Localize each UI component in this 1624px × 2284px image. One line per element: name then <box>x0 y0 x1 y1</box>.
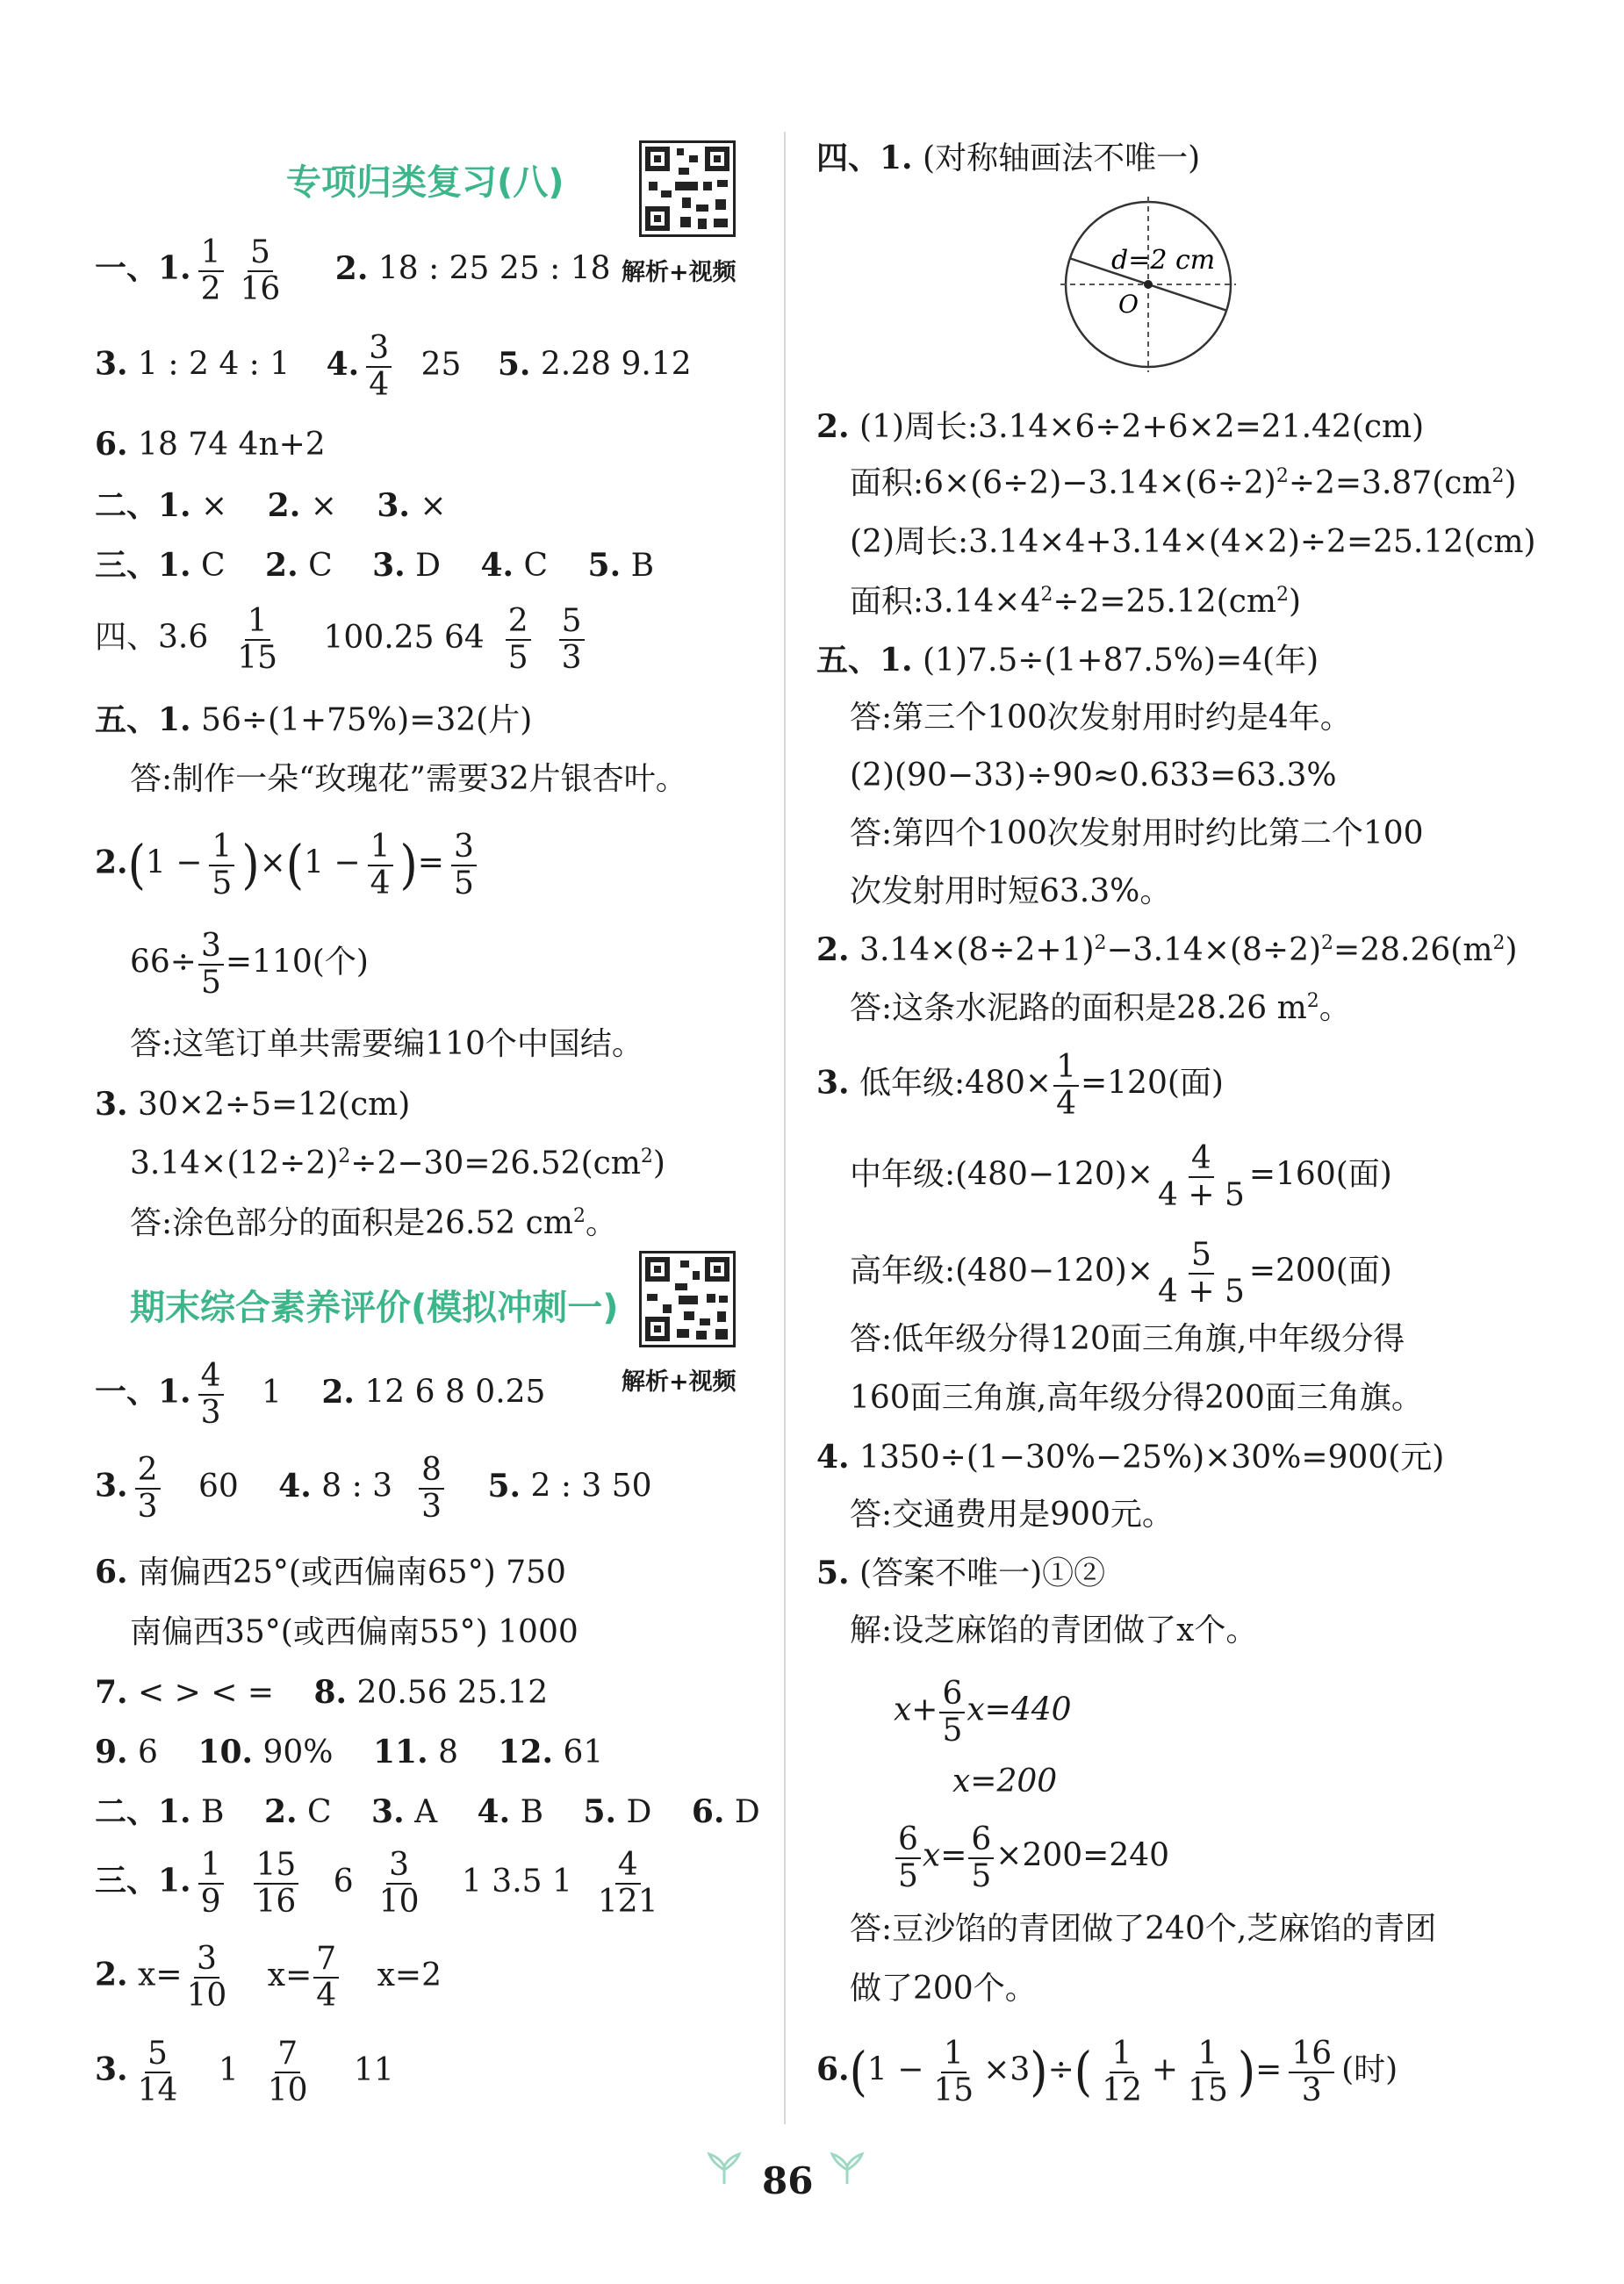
answer-line: 66÷ $\frac{3}{5}$ =110(个) <box>130 928 369 1001</box>
answer-line: 三、1. C 2. C 3. D 4. C 5. B <box>95 547 655 584</box>
answer-line: 答:这笔订单共需要编110个中国结。 <box>130 1026 643 1062</box>
fraction: $\frac{5}{3}$ <box>559 604 585 675</box>
fraction: $\frac{6}{5}$ <box>939 1677 965 1748</box>
fraction: $\frac{5}{14}$ <box>137 2036 178 2108</box>
answer-line: 答:制作一朵“玫瑰花”需要32片银杏叶。 <box>130 761 687 797</box>
answer-line: 答:交通费用是900元。 <box>850 1497 1174 1533</box>
equation-line: $\frac{6}{5}$ x= $\frac{6}{5}$ ×200=240 <box>894 1822 1169 1893</box>
fraction: $\frac{1}{4}$ <box>1053 1050 1079 1121</box>
fraction: $\frac{16}{3}$ <box>1289 2036 1334 2108</box>
qr-label: 解析+视频 <box>622 1368 737 1396</box>
answer-line: 四、3.6 $\frac{1}{15}$ 100.25 64 $\frac{2}{5}$ $\frac{5}{3}$ <box>95 604 592 675</box>
qr-label: 解析+视频 <box>622 259 737 286</box>
fraction: $\frac{7}{4}$ <box>313 1942 339 2013</box>
qr-code-pattern <box>642 1253 733 1345</box>
circle-diagram <box>1060 197 1236 372</box>
fraction: $\frac{4}{3}$ <box>198 1359 224 1430</box>
answer-line: 160面三角旗,高年级分得200面三角旗。 <box>850 1380 1423 1416</box>
fraction: $\frac{4}{121}$ <box>597 1847 658 1920</box>
section-title-final-eval-1: 期末综合素养评价(模拟冲刺一) <box>130 1288 619 1328</box>
answer-line: 6. 18 74 4n+2 <box>95 426 326 463</box>
page-number: 86 <box>762 2159 814 2202</box>
answer-line: $3.14\times(12\div 2)^2\div 2-30=26.52(cm^2)$ <box>130 1146 665 1182</box>
center-label: O <box>1118 290 1139 319</box>
question-number: 一、1. <box>95 249 191 287</box>
column-divider <box>784 132 786 2124</box>
fraction: $\frac{1}{15}$ <box>933 2036 974 2108</box>
qr-code-icon[interactable] <box>639 1251 736 1347</box>
fraction: $\frac{2}{5}$ <box>506 604 531 675</box>
answer-line <box>95 235 611 306</box>
answer-line: 一、1. $\frac{4}{3}$ 1 2. 12 6 8 0.25 <box>95 1358 546 1431</box>
answer-line: 3. 1 : 2 4 : 1 4. $\frac{3}{4}$ 25 5. 2.28 9.12 <box>95 330 692 403</box>
answer-line: 2.(1 − $\frac{1}{5}$ )×(1 − $\frac{1}{4}$ )= $\frac{3}{5}$ <box>95 830 484 901</box>
fraction: $\frac{1}{5}$ <box>209 830 234 901</box>
answer-line: 五、1. 56÷(1+75%)=32(片) <box>95 701 533 738</box>
leaf-decoration-icon <box>825 2151 869 2186</box>
fraction: $\frac{1}{15}$ <box>237 603 278 676</box>
equation-line: x+ $\frac{6}{5}$ x=440 <box>894 1676 1072 1749</box>
answer-line: 高年级:(480−120)× $\frac{5}{4 + 5}$ =200(面) <box>850 1237 1392 1310</box>
answer-line: 答:低年级分得120面三角旗,中年级分得 <box>850 1321 1405 1357</box>
answer-line: 答:涂色部分的面积是26.52 $cm^2$。 <box>130 1205 617 1241</box>
answer-line: 2. $3.14\times(8\div 2+1)^2-3.14\times(8\div 2)^2=28.26(m^2)$ <box>816 931 1518 968</box>
answer-line: 4. 1350÷(1−30%−25%)×30%=900(元) <box>816 1439 1445 1476</box>
fraction: $\frac{15}{16}$ <box>254 1848 299 1919</box>
fraction: $\frac{3}{5}$ <box>198 929 224 1000</box>
answer-line: 3. $\frac{5}{14}$ 1 $\frac{7}{10}$ 11 <box>95 2036 394 2108</box>
diameter-label: d=2 cm <box>1111 245 1216 276</box>
answer-line: 6.(1 − $\frac{1}{15}$ ×3)÷( $\frac{1}{12}$ + $\frac{1}{15}$ )= $\frac{16}{3}$ (时) <box>816 2036 1398 2108</box>
qr-code-icon[interactable] <box>639 140 736 237</box>
fraction: $\frac{5}{16}$ <box>240 234 281 307</box>
fraction: $\frac{1}{12}$ <box>1102 2036 1142 2108</box>
fraction: $\frac{6}{5}$ <box>968 1822 994 1893</box>
answer-line: 5. (答案不唯一)①② <box>816 1555 1106 1591</box>
answer-line: (2)(90−33)÷90≈0.633=63.3% <box>850 758 1337 794</box>
answer-line: 3. 低年级:480× $\frac{1}{4}$ =120(面) <box>816 1049 1224 1122</box>
answer-line: 二、1. B 2. C 3. A 4. B 5. D 6. D <box>95 1793 760 1830</box>
answer-line: 9. 6 10. 90% 11. 8 12. 61 <box>95 1734 604 1770</box>
fraction: $\frac{4}{4 + 5}$ <box>1157 1140 1245 1213</box>
answer-line: 面积$:6\times(6\div 2)-3.14\times(6\div 2)^2\div 2=3.87(cm^2)$ <box>850 465 1517 501</box>
question-number: 2. <box>334 249 369 287</box>
answer-line: 3. 30×2÷5=12(cm) <box>95 1086 411 1123</box>
fraction: $\frac{1}{4}$ <box>368 830 393 901</box>
fraction: $\frac{1}{15}$ <box>1188 2036 1228 2108</box>
fraction: $\frac{3}{10}$ <box>378 1847 420 1920</box>
fraction: $\frac{5}{4 + 5}$ <box>1157 1237 1245 1310</box>
answer-text: 18 : 25 25 : 18 <box>377 250 611 287</box>
answer-line: 3. $\frac{2}{3}$ 60 4. 8 : 3 $\frac{8}{3}$ 5. 2 : 3 50 <box>95 1452 652 1525</box>
answer-line: 2. (1)周长:3.14×6÷2+6×2=21.42(cm) <box>816 408 1425 445</box>
answer-line: 中年级:(480−120)× $\frac{4}{4 + 5}$ =160(面) <box>850 1140 1392 1213</box>
answer-line: 答:豆沙馅的青团做了240个,芝麻馅的青团 <box>850 1911 1437 1947</box>
fraction: $\frac{3}{10}$ <box>186 1941 227 2014</box>
answer-line: 解:设芝麻馅的青团做了x个。 <box>850 1612 1258 1648</box>
fraction: $\frac{7}{10}$ <box>267 2036 308 2108</box>
answer-line: 四、1. (对称轴画法不唯一) <box>816 140 1201 176</box>
answer-line: 南偏西35°(或西偏南55°) 1000 <box>130 1614 578 1650</box>
answer-line: 答:这条水泥路的面积是28.26 $m^2$。 <box>850 990 1351 1026</box>
answer-line: 答:第三个100次发射用时约是4年。 <box>850 700 1352 736</box>
fraction: $\frac{1}{2}$ <box>198 235 224 306</box>
fraction: $\frac{3}{4}$ <box>366 331 392 402</box>
answer-line: 做了200个。 <box>850 1971 1037 2007</box>
qr-code-pattern <box>642 143 733 234</box>
fraction: $\frac{6}{5}$ <box>895 1822 921 1893</box>
fraction: $\frac{1}{9}$ <box>198 1848 224 1919</box>
fraction: $\frac{8}{3}$ <box>419 1453 444 1524</box>
answer-line: (2)周长:3.14×4+3.14×(4×2)÷2=25.12(cm) <box>850 524 1536 560</box>
answer-line: 面积$:3.14\times 4^2\div 2=25.12(cm^2)$ <box>850 584 1302 620</box>
section-title-review-8: 专项归类复习(八) <box>286 162 564 203</box>
fraction: $\frac{3}{5}$ <box>451 830 477 901</box>
equation-line: x=200 <box>952 1763 1058 1799</box>
answer-line: 答:第四个100次发射用时约比第二个100 <box>850 815 1424 851</box>
leaf-decoration-icon <box>702 2151 746 2186</box>
fraction: $\frac{2}{3}$ <box>135 1453 161 1524</box>
answer-line: 二、1. × 2. × 3. × <box>95 487 447 524</box>
answer-line: 次发射用时短63.3%。 <box>850 873 1172 909</box>
answer-line: 6. 南偏西25°(或西偏南65°) 750 <box>95 1554 566 1591</box>
answer-line: 7. < > < = 8. 20.56 25.12 <box>95 1674 549 1711</box>
answer-line: 三、1. $\frac{1}{9}$ $\frac{15}{16}$ 6 $\frac{3}{10}$ 1 3.5 1 $\frac{4}{121}$ <box>95 1848 668 1919</box>
answer-line: 五、1. (1)7.5÷(1+87.5%)=4(年) <box>816 642 1319 679</box>
answer-line: 2. x= $\frac{3}{10}$ x= $\frac{7}{4}$ x=2 <box>95 1941 442 2014</box>
